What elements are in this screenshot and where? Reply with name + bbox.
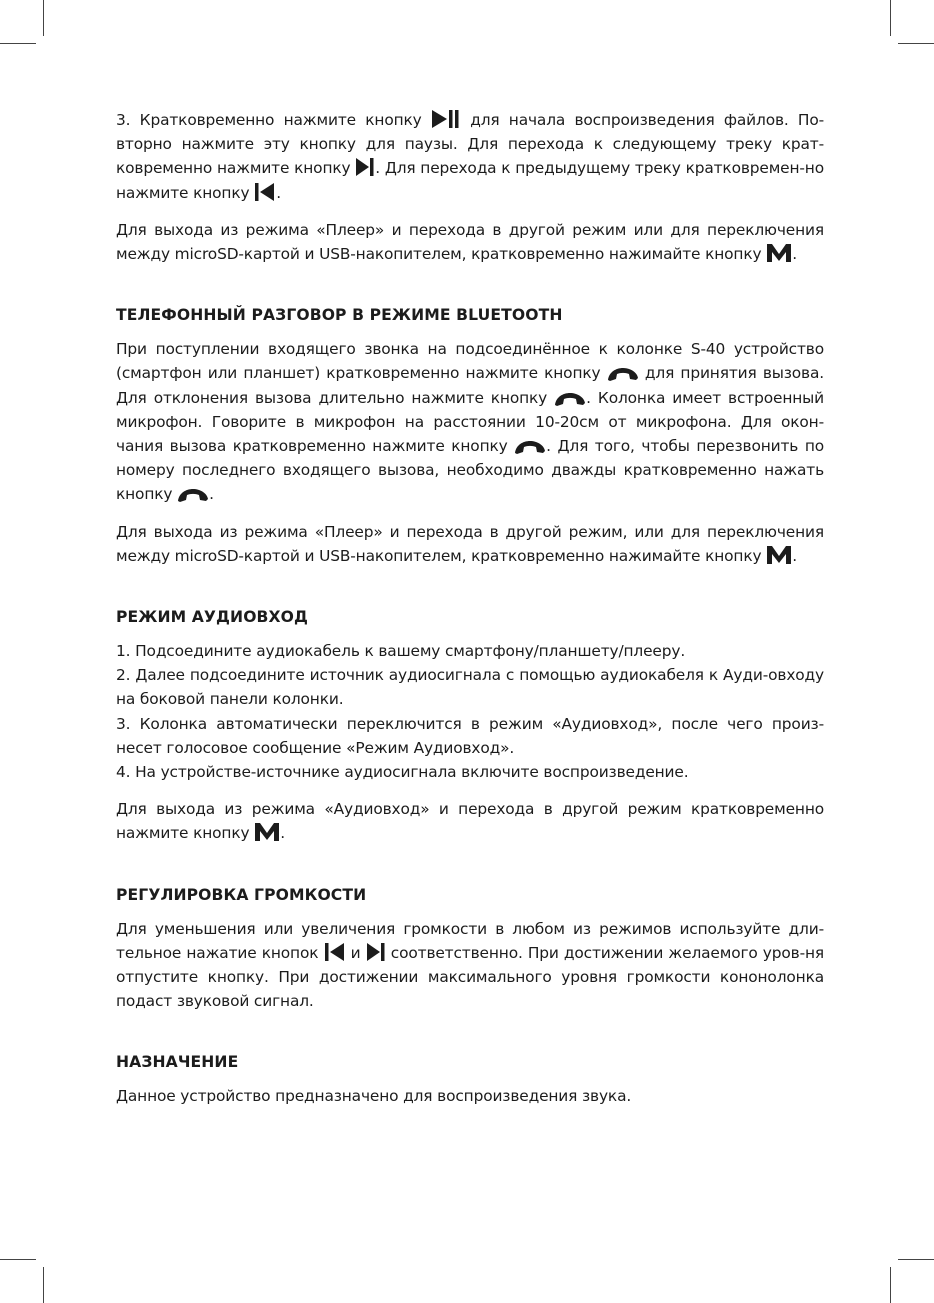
aux-steps-list bbox=[116, 639, 824, 784]
volume-text: Для уменьшения или увеличения громкости в любом из режимов используйте дли-тельное нажатие кнопок и соответственно. При достижении желаемого уров-ня отпустите кнопку. При достижении максимального уровня громкости кононолонка подаст звуковой сигнал. bbox=[116, 919, 824, 1011]
next-track-icon bbox=[355, 157, 375, 177]
section-heading-aux-mode: РЕЖИМ АУДИОВХОД bbox=[116, 608, 309, 627]
mode-m-icon bbox=[254, 822, 280, 842]
mode-m-icon bbox=[766, 243, 792, 263]
phone-handset-icon bbox=[514, 439, 546, 455]
crop-mark bbox=[898, 1259, 934, 1260]
list-item: 1. Подсоедините аудиокабель к вашему смартфону/планшету/плееру. bbox=[116, 642, 686, 661]
player-step-3: 3. Кратковременно нажмите кнопку для начала воспроизведения файлов. По-вторно нажмите эту кнопку для паузы. Для перехода к следующему треку крат-ковременно нажмите кнопку . Для перехода к предыдущему треку кратковремен-но нажмите кнопку . bbox=[116, 111, 825, 202]
phone-handset-icon bbox=[177, 487, 209, 503]
list-item: 2. Далее подсоедините источник аудиосигнала с помощью аудиокабеля к Ауди-овходу на боковой панели колонки. bbox=[116, 666, 824, 709]
crop-mark bbox=[0, 1259, 36, 1260]
crop-mark bbox=[890, 1267, 891, 1303]
phone-handset-icon bbox=[554, 391, 586, 407]
crop-mark bbox=[898, 43, 934, 44]
purpose-text: Данное устройство предназначено для воспроизведения звука. bbox=[116, 1087, 632, 1106]
aux-exit-note: Для выхода из режима «Аудиовход» и перехода в другой режим кратковременно нажмите кнопку . bbox=[116, 800, 824, 843]
previous-track-icon bbox=[324, 942, 346, 962]
previous-track-icon bbox=[254, 182, 276, 202]
list-item: 4. На устройстве-источнике аудиосигнала включите воспроизведение. bbox=[116, 763, 689, 782]
mode-m-icon bbox=[766, 545, 792, 565]
player-exit-note: Для выхода из режима «Плеер» и перехода в другой режим или для переключения между microSD-картой и USB-накопителем, кратковременно нажимайте кнопку . bbox=[116, 220, 824, 264]
section-heading-purpose: НАЗНАЧЕНИЕ bbox=[116, 1053, 239, 1072]
crop-mark bbox=[0, 43, 36, 44]
phone-handset-icon bbox=[607, 366, 639, 382]
crop-mark bbox=[890, 0, 891, 36]
crop-mark bbox=[43, 0, 44, 36]
section-heading-bluetooth-call: ТЕЛЕФОННЫЙ РАЗГОВОР В РЕЖИМЕ BLUETOOTH bbox=[116, 306, 563, 325]
next-track-icon bbox=[366, 942, 386, 962]
bluetooth-call-text: При поступлении входящего звонка на подсоединённое к колонке S-40 устройство (смартфон или планшет) кратковременно нажмите кнопку для принятия вызова. Для отклонения вызова длительно нажмите кнопку . Колонка имеет встроенный микрофон. Говорите в микрофон на расстоянии 10-20см от микрофона. Для окон-чания вызова кратковременно нажмите кнопку . Для того, чтобы перезвонить по номеру последнего входящего вызова, необходимо дважды кратковременно нажать кнопку . bbox=[116, 340, 824, 504]
bluetooth-exit-note: Для выхода из режима «Плеер» и перехода в другой режим, или для переключения между microSD-картой и USB-накопителем, кратковременно нажимайте кнопку . bbox=[116, 522, 824, 565]
section-heading-volume: РЕГУЛИРОВКА ГРОМКОСТИ bbox=[116, 885, 367, 904]
manual-page bbox=[116, 108, 824, 1109]
play-pause-icon bbox=[431, 109, 461, 129]
crop-mark bbox=[43, 1267, 44, 1303]
list-item: 3. Колонка автоматически переключится в режим «Аудиовход», после чего произ-несет голосовое сообщение «Режим Аудиовход». bbox=[116, 714, 824, 757]
